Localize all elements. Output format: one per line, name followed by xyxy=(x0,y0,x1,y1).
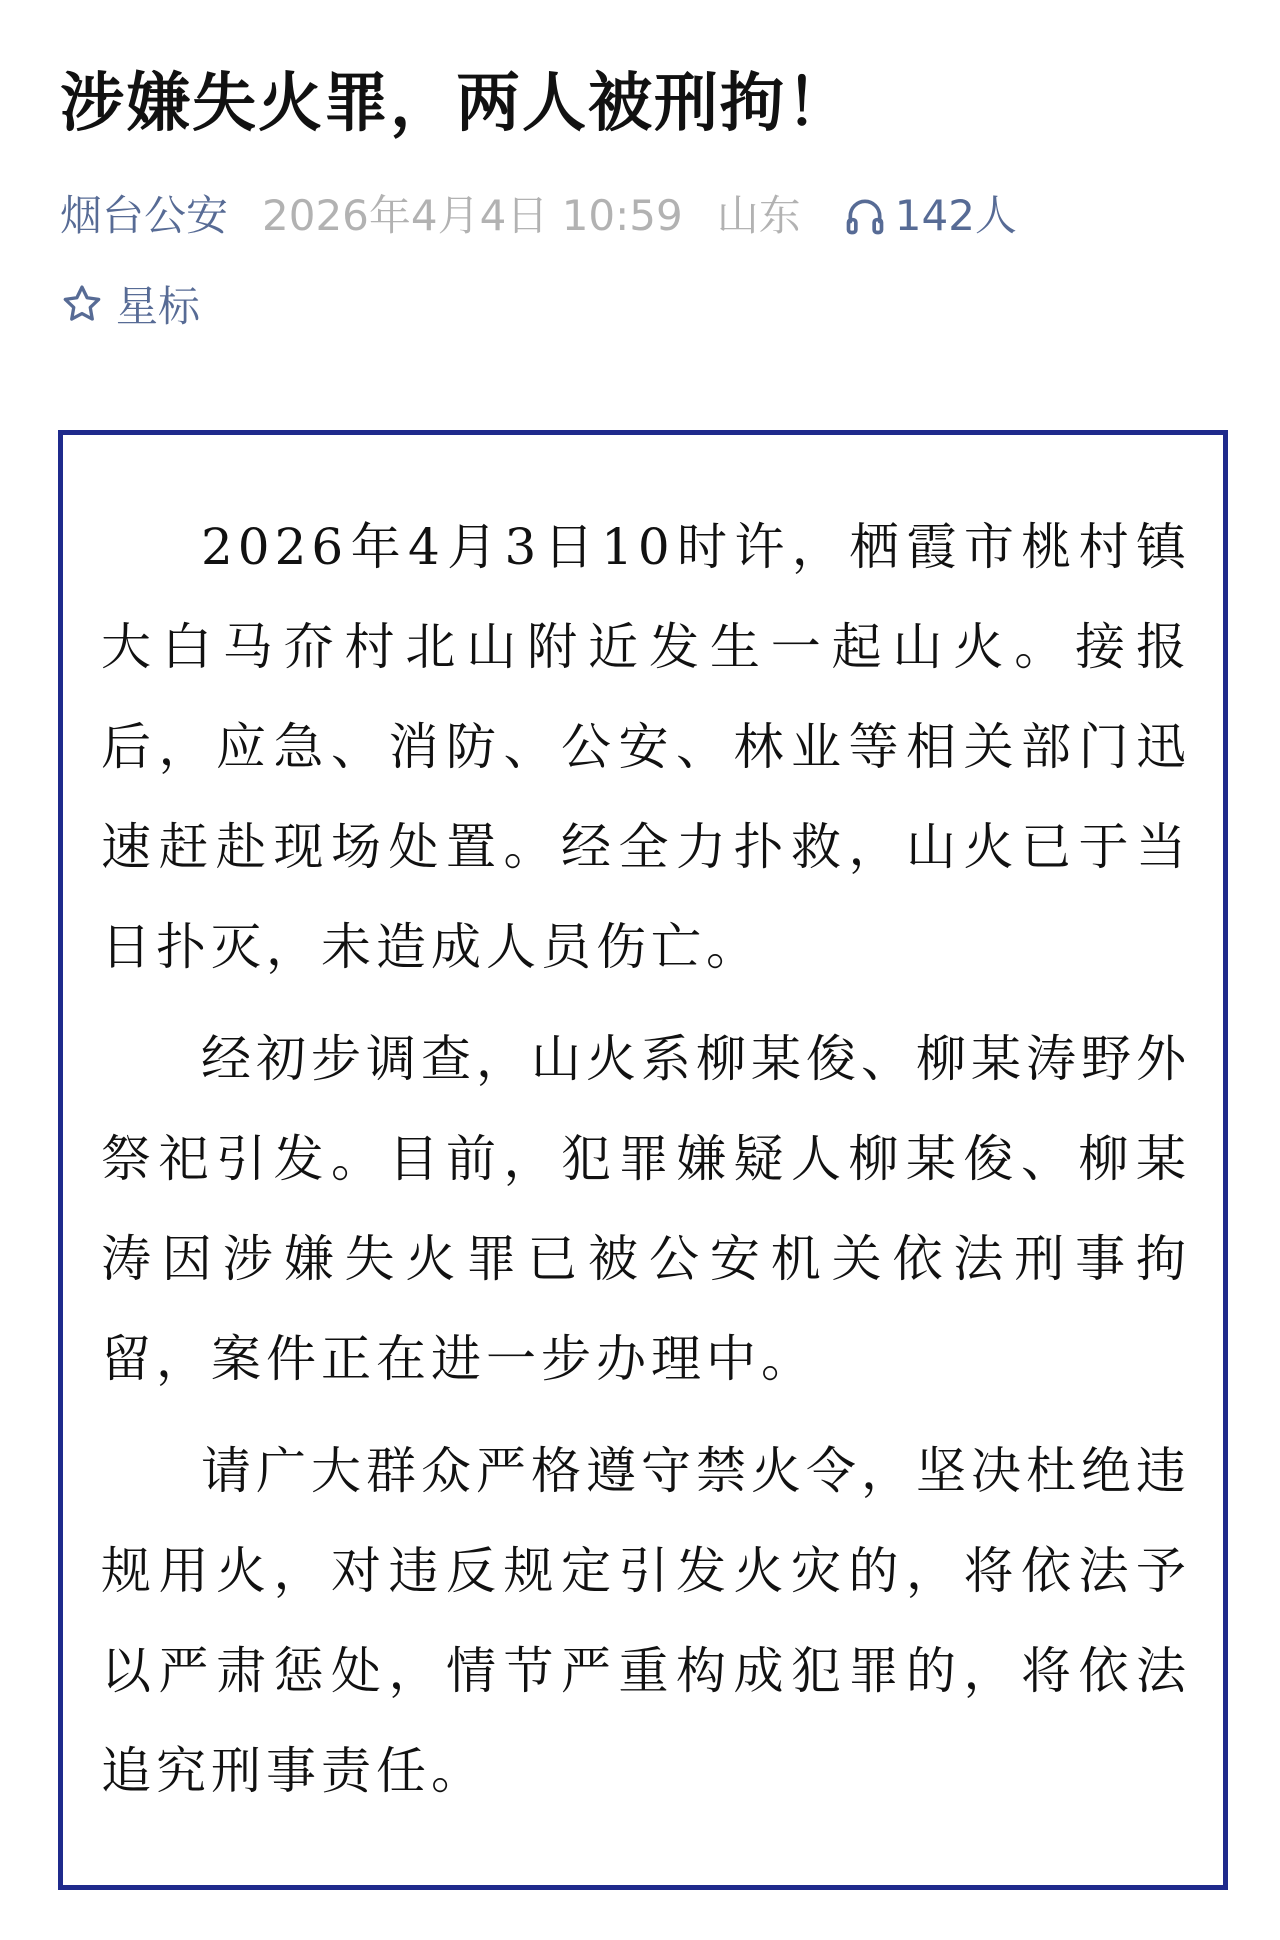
account-name-link[interactable]: 烟台公安 xyxy=(60,191,229,240)
headphones-icon xyxy=(843,194,887,238)
publish-time: 2026年4月4日 10:59 xyxy=(262,191,683,240)
article-title: 涉嫌失火罪，两人被刑拘！ xyxy=(60,67,852,141)
ip-location: 山东 xyxy=(716,191,801,240)
listen-button[interactable] xyxy=(843,188,1017,244)
paragraph-3: 请广大群众严格遵守禁火令，坚决杜绝违规用火，对违反规定引发火灾的，将依法予以严肃惩处，情节严重构成犯罪的，将依法追究刑事责任。 xyxy=(101,1442,1191,1800)
paragraph-1: 2026年4月3日10时许，栖霞市桃村镇大白马夼村北山附近发生一起山火。接报后，应急、消防、公安、林业等相关部门迅速赶赴现场处置。经全力扑救，山火已于当日扑灭，未造成人员伤亡。 xyxy=(101,518,1191,976)
star-button[interactable] xyxy=(60,276,200,332)
paragraph-2: 经初步调查，山火系柳某俊、柳某涛野外祭祀引发。目前，犯罪嫌疑人柳某俊、柳某涛因涉嫌失火罪已被公安机关依法刑事拘留，案件正在进一步办理中。 xyxy=(101,1030,1191,1388)
content-frame xyxy=(58,430,1228,1890)
article-meta xyxy=(60,188,1017,244)
listen-count: 142人 xyxy=(894,191,1017,240)
article-body xyxy=(101,497,1191,1833)
star-outline-icon xyxy=(60,282,104,326)
star-label: 星标 xyxy=(116,282,201,331)
